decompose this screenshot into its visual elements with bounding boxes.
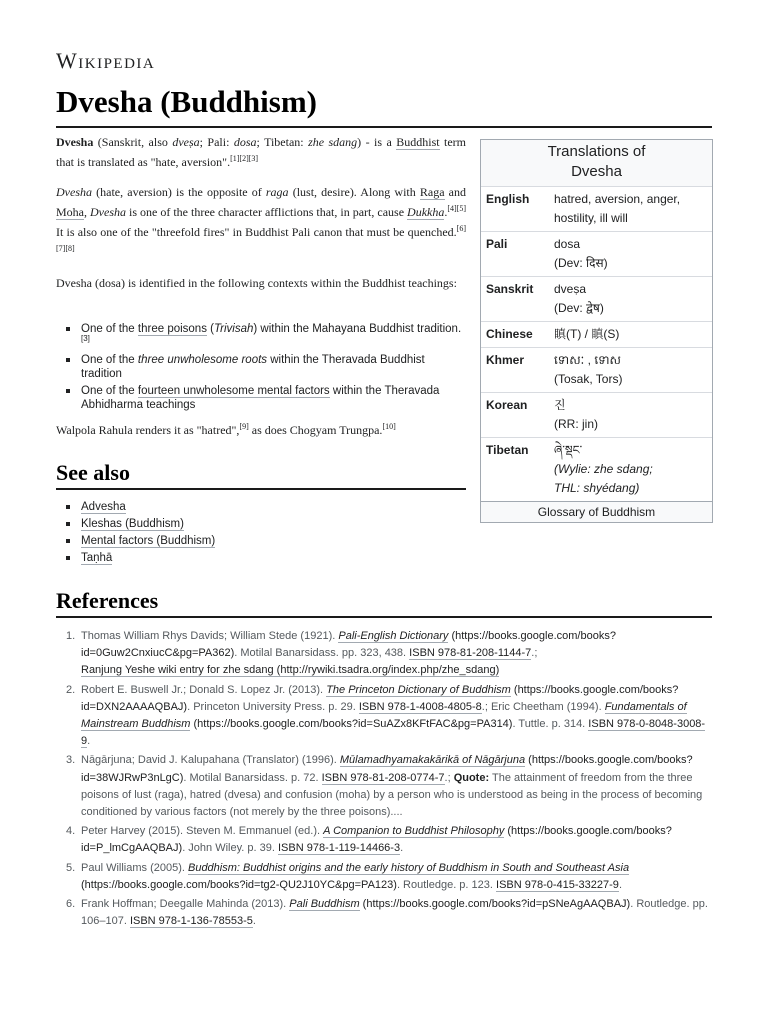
infobox-row-english [481,186,712,231]
link-kleshas[interactable]: Kleshas (Buddhism) [81,518,184,530]
wikipedia-logo[interactable]: Wikipedia [56,48,156,73]
intro-paragraph-4: Walpola Rahula renders it as "hatred",[9] as does Chogyam Trungpa.[10] [56,422,396,437]
translations-infobox [480,139,713,523]
reference-title-link[interactable]: Fundamentals of Mainstream Buddhism [81,700,687,731]
list-item: One of the three unwholesome roots within the Theravada Buddhist tradition [56,353,468,381]
infobox-value: 진 (RR: jin) [554,398,598,431]
see-also-list [56,500,468,568]
reference-item: 2. Robert E. Buswell Jr.; Donald S. Lopez Jr. (2013). The Princeton Dictionary of Buddhism (https://books.google.com/books?id=DXN2AAAAQBAJ). Princeton University Press. p. 29. ISBN 978-1-4008-4805-8.; Eric Cheetham (1994). Fundamentals of Mainstream Buddhism (https://books.google.com/books?id=SuAZx8KFtFAC&pg=PA314). Tuttle. p. 314. ISBN 978-0-8048-3008-9. [66,683,706,748]
infobox-row-pali [481,231,712,276]
quote-label: Quote: [453,771,490,784]
link-advesha[interactable]: Advesha [81,501,126,513]
see-also-heading: See also [56,460,130,485]
infobox-value: dveṣa (Dev: द्वेष) [554,282,604,315]
infobox-label: Pali [486,237,508,251]
reference-item: 3. Nāgārjuna; David J. Kalupahana (Translator) (1996). Mūlamadhyamakakārikā of Nāgārjuna (https://books.google.com/books?id=38WJRwP3nLgC). Motilal Banarsidass. p. 72. ISBN 978-81-208-0774-7.; Quote: The attainment of freedom from the three poisons of lust (raga), hatred (dvesa) and confusion (moha) by a person who is understood as being in the process of becoming conditioned by various factors (not merely by the three poisons).... [66,754,703,819]
infobox-title: Translations of Dvesha [481,140,712,186]
page-title: Dvesha (Buddhism) [56,84,317,119]
infobox-row-korean [481,392,712,437]
reference-item: 1. Thomas William Rhys Davids; William Stede (1921). Pali-English Dictionary (https://books.google.com/books?id=0Guw2CnxiucC&pg=PA362). Motilal Banarsidass. pp. 323, 438. ISBN 978-81-208-1144-7.; Ranjung Yeshe wiki entry for zhe sdang (http://rywiki.tsadra.org/index.php/zhe_sdang) [66,630,616,677]
reference-title-link[interactable]: Buddhism: Buddhist origins and the early history of Buddhism in South and Southeast Asia [187,861,630,874]
reference-title-link[interactable]: Pali-English Dictionary [338,630,449,642]
isbn-link[interactable]: ISBN 978-1-119-14466-3 [277,842,401,855]
isbn-link[interactable]: ISBN 978-81-208-1144-7 [409,647,532,660]
list-item [56,517,468,531]
link-raga[interactable]: Raga [419,185,445,199]
link-tanha[interactable]: Taṇhā [81,552,113,564]
infobox-label: Korean [486,398,528,412]
citation-refs[interactable]: [1][2][3] [230,154,259,163]
link-dukkha[interactable]: Dukkha [407,205,445,219]
infobox-value: ទោសៈ , ទោស (Tosak, Tors) [554,353,623,386]
list-item: One of the fourteen unwholesome mental factors within the Theravada Abhidharma teachings [56,384,468,412]
infobox-row-tibetan [481,437,712,501]
link-three-poisons[interactable]: three poisons [137,323,207,335]
reference-title-link[interactable]: A Companion to Buddhist Philosophy [323,825,505,838]
reference-url[interactable]: (https://books.google.com/books?id=38WJRwP3nLgC) [81,754,693,784]
reference-title-link[interactable]: Pali Buddhism [289,898,360,911]
reference-item: 4. Peter Harvey (2015). Steven M. Emmanuel (ed.). A Companion to Buddhist Philosophy (https://books.google.com/books?id=P_lmCgAAQBAJ). John Wiley. p. 39. ISBN 978-1-119-14466-3. [66,825,672,855]
reference-url[interactable]: (https://books.google.com/books?id=pSNeAgAAQBAJ) [359,898,631,911]
infobox-label: English [486,192,530,206]
isbn-link[interactable]: ISBN 978-0-8048-3008-9 [81,718,706,748]
infobox-label: Chinese [486,327,533,341]
isbn-link[interactable]: ISBN 978-81-208-0774-7 [321,771,445,784]
infobox-row-sanskrit [481,276,712,321]
reference-url[interactable]: (https://books.google.com/books?id=SuAZx8KFtFAC&pg=PA314) [190,718,513,731]
infobox-row-khmer [481,347,712,392]
citation-refs[interactable]: [3] [81,334,90,344]
references-divider [56,616,712,618]
infobox-label: Sanskrit [486,282,534,296]
intro-paragraph-1: Dvesha (Sanskrit, also dveṣa; Pali: dosa; Tibetan: zhe sdang) - is a Buddhist term that is translated as "hate, aversion".[1][2][3] [56,135,466,169]
infobox-value: 瞋(T) / 瞋(S) [554,327,620,341]
reference-title-link[interactable]: The Princeton Dictionary of Buddhism [326,683,511,696]
reference-url[interactable]: (https://books.google.com/books?id=DXN2AAAAQBAJ) [81,683,679,713]
link-unwholesome-mental-factors[interactable]: fourteen unwholesome mental factors [137,385,330,397]
infobox-value: ཞེ་སྡང་ (Wylie: zhe sdang; THL: shyédang) [554,443,653,495]
intro-paragraph-3: Dvesha (dosa) is identified in the following contexts within the Buddhist teachings: [56,276,457,290]
infobox-footer-link[interactable]: Glossary of Buddhism [481,501,712,522]
reference-item: 6. Frank Hoffman; Deegalle Mahinda (2013). Pali Buddhism (https://books.google.com/books?id=pSNeAgAAQBAJ). Routledge. pp. 106–107. ISBN 978-1-136-78553-5. [66,898,708,928]
list-item [56,500,468,514]
infobox-value: dosa (Dev: दिस) [554,237,608,270]
citation-refs[interactable]: [4][5] [447,204,467,213]
title-divider [56,126,712,128]
infobox-row-chinese [481,321,712,347]
see-also-divider [56,488,466,490]
citation-refs[interactable]: [10] [382,422,396,431]
isbn-link[interactable]: ISBN 978-0-415-33227-9 [496,878,619,891]
link-buddhist[interactable]: Buddhist [396,135,440,149]
list-item [56,551,468,565]
link-moha[interactable]: Moha [56,205,84,219]
term-bold: Dvesha [56,135,94,149]
citation-refs[interactable]: [6][7][8] [56,224,466,253]
isbn-link[interactable]: ISBN 978-1-4008-4805-8 [358,700,482,713]
isbn-link[interactable]: ISBN 978-1-136-78553-5 [129,915,253,928]
list-item [56,534,468,548]
reference-item: 5. Paul Williams (2005). Buddhism: Buddhist origins and the early history of Buddhism in South and Southeast Asia (https://books.google.com/books?id=tg2-QU2J10YC&pg=PA123). Routledge. p. 123. ISBN 978-0-415-33227-9. [66,861,630,891]
link-mental-factors[interactable]: Mental factors (Buddhism) [81,535,216,547]
list-item: One of the three poisons (Trivisah) within the Mahayana Buddhist tradition.[3] [56,322,468,350]
references-heading: References [56,588,159,613]
reference-extra-link[interactable]: Ranjung Yeshe wiki entry for zhe sdang (http://rywiki.tsadra.org/index.php/zhe_sdang) [81,664,500,677]
citation-refs[interactable]: [9] [239,422,249,431]
infobox-label: Khmer [486,353,525,367]
reference-title-link[interactable]: Mūlamadhyamakakārikā of Nāgārjuna [339,754,526,767]
infobox-value: hatred, aversion, anger, hostility, ill will [554,192,681,225]
infobox-label: Tibetan [486,443,529,457]
references-list [56,628,712,932]
reference-url[interactable]: (https://books.google.com/books?id=tg2-QU2J10YC&pg=PA123) [81,878,397,891]
reference-url[interactable]: (https://books.google.com/books?id=0Guw2CnxiucC&pg=PA362) [81,630,616,660]
contexts-list [56,322,468,415]
intro-paragraph-2: Dvesha (hate, aversion) is the opposite of raga (lust, desire). Along with Raga and Moha, Dvesha is one of the three character afflictions that, in part, cause Dukkha.[4][5] It is also one of the "threefold fires" in Buddhist Pali canon that must be quenched.[6][7][8] [56,185,467,253]
reference-url[interactable]: (https://books.google.com/books?id=P_lmCgAAQBAJ) [81,825,672,855]
